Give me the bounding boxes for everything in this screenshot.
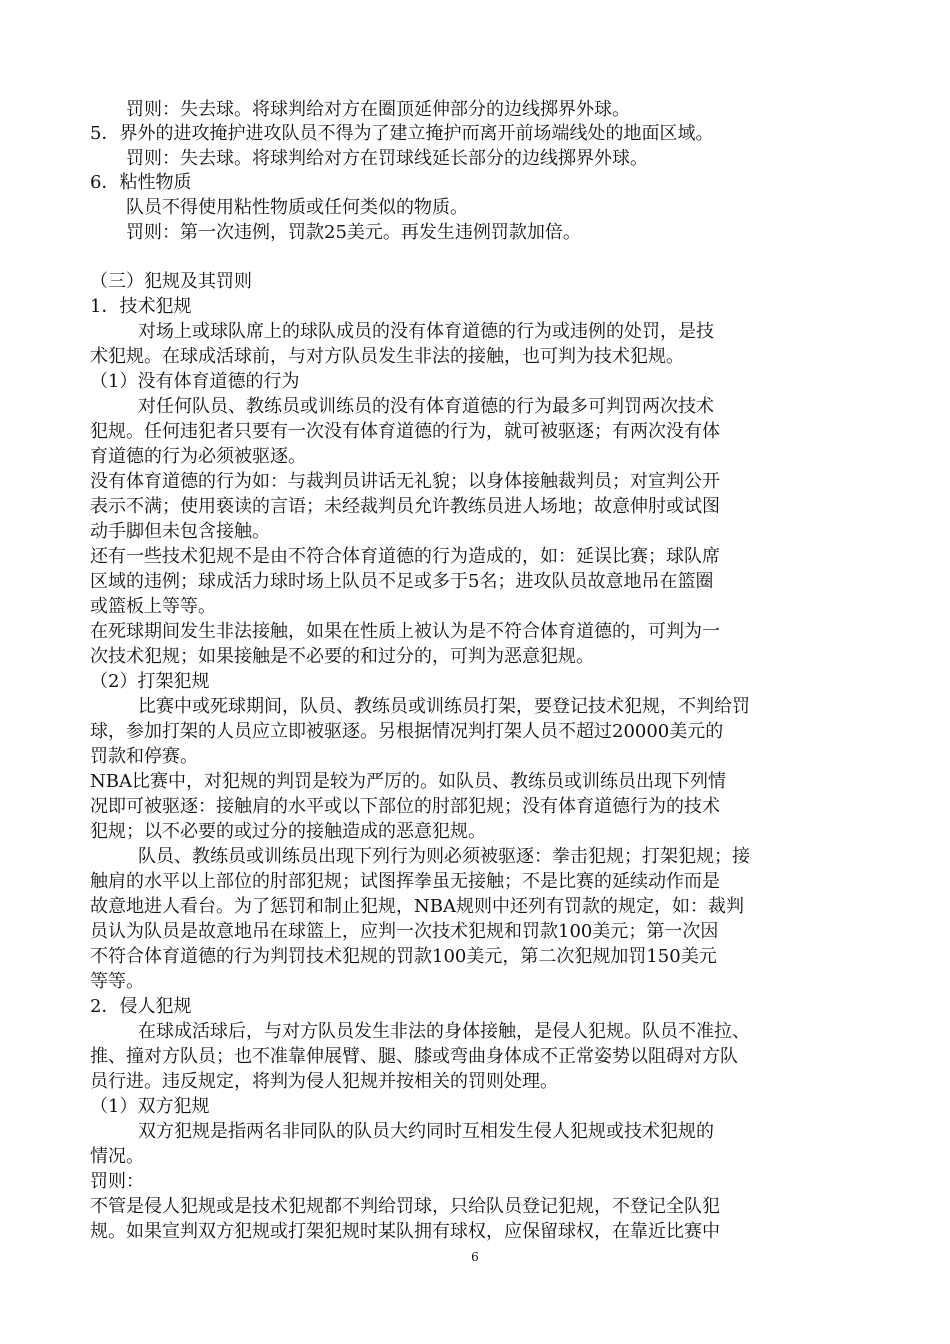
paragraph-line: 员认为队员是故意地吊在球篮上，应判一次技术犯规和罚款100美元；第一次因 [90, 921, 719, 942]
paragraph-line: 次技术犯规；如果接触是不必要的和过分的，可判为恶意犯规。 [90, 646, 594, 667]
paragraph-line: 对任何队员、教练员或训练员的没有体育道德的行为最多可判罚两次技术 [138, 396, 714, 417]
paragraph-line: 犯规。任何违犯者只要有一次没有体育道德的行为，就可被驱逐；有两次没有体 [90, 421, 720, 442]
paragraph-line: 术犯规。在球成活球前，与对方队员发生非法的接触，也可判为技术犯规。 [90, 346, 684, 367]
paragraph-line: 况即可被驱逐：接触肩的水平或以下部位的肘部犯规；没有体育道德行为的技术 [90, 796, 720, 817]
paragraph-line: 或篮板上等等。 [90, 596, 216, 617]
subsection-heading: （1）没有体育道德的行为 [90, 371, 300, 392]
paragraph-line: 情况。 [90, 1146, 144, 1167]
subsection-heading: 2．侵人犯规 [90, 996, 192, 1017]
text-line: 罚则：第一次违例，罚款25美元。再发生违例罚款加倍。 [126, 222, 581, 243]
page-number: 6 [471, 1250, 479, 1264]
paragraph-line: 队员、教练员或训练员出现下列行为则必须被驱逐：拳击犯规；打架犯规；接 [138, 846, 750, 867]
paragraph-line: 不符合体育道德的行为判罚技术犯规的罚款100美元，第二次犯规加罚150美元 [90, 946, 717, 967]
paragraph-line: 还有一些技术犯规不是由不符合体育道德的行为造成的，如：延误比赛；球队席 [90, 546, 720, 567]
paragraph-line: 规。如果宣判双方犯规或打架犯规时某队拥有球权，应保留球权，在靠近比赛中 [90, 1221, 720, 1242]
text-line: 罚则：失去球。将球判给对方在圈顶延伸部分的边线掷界外球。 [126, 99, 630, 120]
list-item-6: 6．粘性物质 [90, 172, 192, 193]
text-line: 队员不得使用粘性物质或任何类似的物质。 [126, 197, 468, 218]
paragraph-line: 对场上或球队席上的球队成员的没有体育道德的行为或违例的处罚，是技 [138, 321, 714, 342]
subsection-heading: 1．技术犯规 [90, 296, 192, 317]
subsection-heading: （1）双方犯规 [90, 1096, 210, 1117]
paragraph-line: 没有体育道德的行为如：与裁判员讲话无礼貌；以身体接触裁判员；对宣判公开 [90, 471, 720, 492]
paragraph-line: 罚则： [90, 1171, 144, 1192]
paragraph-line: 在球成活球后，与对方队员发生非法的身体接触，是侵人犯规。队员不准拉、 [138, 1021, 750, 1042]
paragraph-line: 推、撞对方队员；也不准靠伸展臂、腿、膝或弯曲身体成不正常姿势以阻碍对方队 [90, 1046, 738, 1067]
paragraph-line: 球，参加打架的人员应立即被驱逐。另根据情况判打架人员不超过20000美元的 [90, 721, 724, 742]
paragraph-line: 触肩的水平以上部位的肘部犯规；试图挥拳虽无接触；不是比赛的延续动作而是 [90, 871, 720, 892]
text-line: 罚则：失去球。将球判给对方在罚球线延长部分的边线掷界外球。 [126, 148, 648, 169]
paragraph-line: 等等。 [90, 971, 144, 992]
paragraph-line: 故意地进人看台。为了惩罚和制止犯规，NBA规则中还列有罚款的规定，如：裁判 [90, 896, 744, 917]
paragraph-line: 表示不满；使用亵读的言语；未经裁判员允许教练员进人场地；故意伸肘或试图 [90, 496, 720, 517]
paragraph-line: NBA比赛中，对犯规的判罚是较为严厉的。如队员、教练员或训练员出现下列情 [90, 771, 726, 792]
paragraph-line: 育道德的行为必须被驱逐。 [90, 446, 306, 467]
paragraph-line: 在死球期间发生非法接触，如果在性质上被认为是不符合体育道德的，可判为一 [90, 621, 720, 642]
list-item-5: 5．界外的进攻掩护进攻队员不得为了建立掩护而离开前场端线处的地面区域。 [90, 123, 714, 144]
paragraph-line: 双方犯规是指两名非同队的队员大约同时互相发生侵人犯规或技术犯规的 [138, 1121, 714, 1142]
paragraph-line: 区域的违例；球成活力球时场上队员不足或多于5名；进攻队员故意地吊在篮圈 [90, 571, 714, 592]
section-heading: （三）犯规及其罚则 [90, 271, 252, 292]
paragraph-line: 犯规；以不必要的或过分的接触造成的恶意犯规。 [90, 821, 486, 842]
subsection-heading: （2）打架犯规 [90, 671, 210, 692]
paragraph-line: 罚款和停赛。 [90, 746, 198, 767]
paragraph-line: 不管是侵人犯规或是技术犯规都不判给罚球，只给队员登记犯规，不登记全队犯 [90, 1196, 720, 1217]
paragraph-line: 比赛中或死球期间，队员、教练员或训练员打架，要登记技术犯规，不判给罚 [138, 696, 750, 717]
paragraph-line: 动手脚但未包含接触。 [90, 521, 270, 542]
paragraph-line: 员行进。违反规定，将判为侵人犯规并按相关的罚则处理。 [90, 1071, 558, 1092]
